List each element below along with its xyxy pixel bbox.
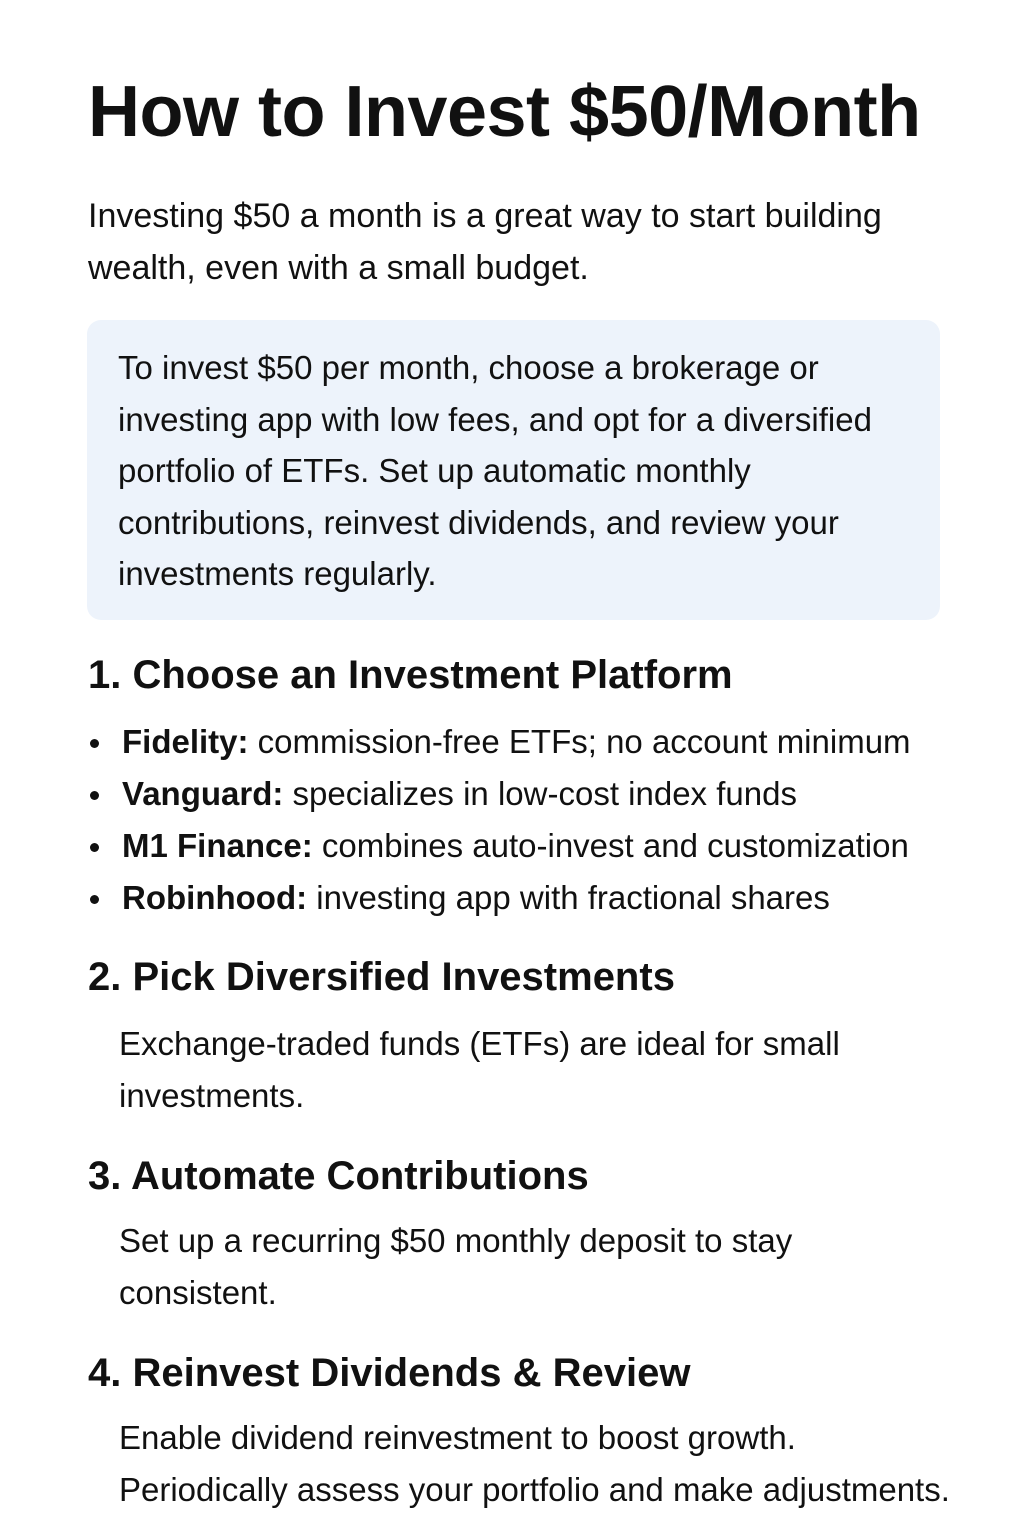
- list-item-vanguard: [88, 768, 988, 820]
- section-body-reinvest-line-2: Periodically assess your portfolio and make adjustments.: [119, 1471, 950, 1508]
- platform-name: Vanguard:: [122, 775, 284, 812]
- bullet-icon: [90, 895, 99, 904]
- bullet-icon: [90, 843, 99, 852]
- platform-list: [88, 716, 988, 924]
- platform-name: M1 Finance:: [122, 827, 313, 864]
- list-item-m1-finance: [88, 820, 988, 872]
- platform-description: commission-free ETFs; no account minimum: [248, 723, 911, 760]
- bullet-icon: [90, 791, 99, 800]
- section-body-automate: Set up a recurring $50 monthly deposit to stay consistent.: [119, 1222, 793, 1311]
- platform-description: specializes in low-cost index funds: [283, 775, 797, 812]
- platform-description: investing app with fractional shares: [307, 879, 830, 916]
- bullet-icon: [90, 739, 99, 748]
- platform-name: Fidelity:: [122, 723, 249, 760]
- list-item-fidelity: [88, 716, 988, 768]
- intro-paragraph: Investing $50 a month is a great way to start building wealth, even with a small budget.: [88, 197, 882, 287]
- section-heading-automate: 3. Automate Contributions: [88, 1154, 589, 1198]
- platform-description: combines auto-invest and customization: [312, 827, 909, 864]
- summary-callout: [87, 320, 940, 620]
- summary-text: To invest $50 per month, choose a brokerage or investing app with low fees, and opt for a diversified portfolio of ETFs. Set up automatic monthly contributions, reinvest dividends, and review your investments regularly.: [118, 349, 872, 592]
- list-item-robinhood: [88, 872, 988, 924]
- platform-name: Robinhood:: [122, 879, 308, 916]
- section-heading-platform: 1. Choose an Investment Platform: [88, 653, 733, 697]
- page-title: How to Invest $50/Month: [88, 72, 921, 152]
- section-body-reinvest-line-1: Enable dividend reinvestment to boost growth.: [119, 1419, 796, 1456]
- section-body-diversified: Exchange-traded funds (ETFs) are ideal for small investments.: [119, 1025, 840, 1114]
- section-heading-reinvest: 4. Reinvest Dividends & Review: [88, 1351, 691, 1395]
- section-heading-diversified: 2. Pick Diversified Investments: [88, 955, 675, 999]
